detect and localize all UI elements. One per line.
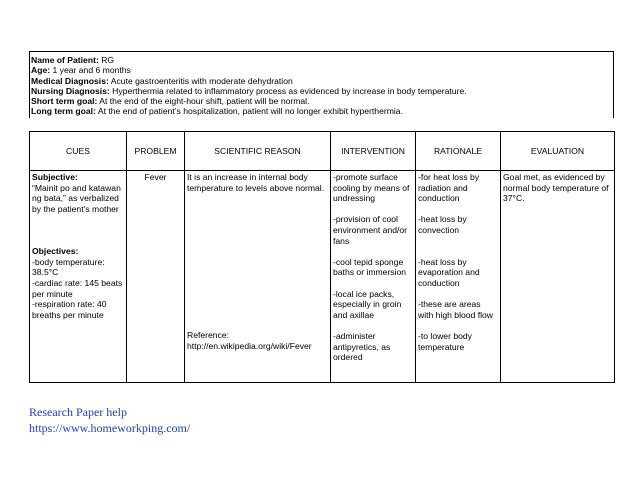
reference-label: Reference:	[187, 330, 230, 341]
problem-text: Fever	[144, 172, 167, 182]
objective-item: -respiration rate: 40 breaths per minute	[32, 299, 107, 320]
rationale-cell	[416, 171, 501, 383]
medical-diagnosis-row	[30, 76, 613, 86]
footer-links	[29, 405, 190, 436]
problem-cell	[127, 171, 185, 383]
medical-diagnosis-label: Medical Diagnosis:	[31, 75, 109, 86]
patient-info-box	[29, 51, 614, 118]
objective-label: Objectives:	[32, 246, 79, 257]
intervention-item: -local ice packs, especially in groin and axillae	[333, 288, 402, 320]
patient-age-row	[30, 65, 613, 75]
objective-item: -body temperature: 38.5°C	[32, 256, 105, 278]
homeworkping-url-link[interactable]: https://www.homeworkping.com/	[29, 420, 191, 435]
nursing-care-plan-table	[29, 131, 615, 383]
intervention-item: -cool tepid sponge baths or immersion	[333, 256, 407, 278]
scientific-reason-text: It is an increase in internal body temperature to levels above normal.	[187, 172, 325, 193]
intervention-item: -promote surface cooling by means of undressing	[333, 172, 410, 204]
header-scientific-reason: SCIENTIFIC REASON	[185, 132, 331, 171]
long-term-goal-label: Long term goal:	[31, 106, 96, 117]
subjective-text: “Mainit po and katawan ng bata,” as verbalized by the patient’s mother	[32, 182, 121, 214]
evaluation-cell	[501, 171, 615, 383]
patient-name-label: Name of Patient:	[31, 55, 99, 65]
medical-diagnosis-value: Acute gastroenteritis with moderate dehydration	[108, 75, 293, 86]
evaluation-text: Goal met, as evidenced by normal body temperature of 37°C.	[503, 172, 609, 204]
table-row	[30, 171, 615, 383]
nursing-diagnosis-row	[30, 86, 613, 96]
scientific-reason-cell	[185, 171, 331, 383]
research-paper-help-link[interactable]: Research Paper help	[29, 405, 127, 419]
intervention-item: -administer antipyretics, as ordered	[333, 330, 391, 363]
table-header-row	[30, 132, 615, 171]
header-evaluation: EVALUATION	[501, 132, 615, 171]
rationale-item: -these are areas with high blood flow	[418, 299, 494, 320]
reference-url: http://en.wikipedia.org/wiki/Fever	[187, 340, 312, 351]
objective-item: -cardiac rate: 145 beats per minute	[32, 277, 123, 299]
intervention-cell	[331, 171, 416, 383]
intervention-item: -provision of cool environment and/or fans	[333, 214, 408, 246]
nursing-diagnosis-label: Nursing Diagnosis:	[31, 85, 110, 96]
patient-name-value: RG	[98, 55, 115, 65]
header-problem: PROBLEM	[127, 132, 185, 171]
patient-age-value: 1 year and 6 months	[50, 65, 131, 76]
header-cues: CUES	[30, 132, 127, 171]
rationale-item: -heat loss by convection	[418, 214, 467, 235]
header-rationale: RATIONALE	[416, 132, 501, 171]
short-term-goal-value: At the end of the eight-hour shift, patient will be normal.	[97, 96, 310, 107]
rationale-item: -for heat loss by radiation and conduction	[418, 172, 480, 204]
header-intervention: INTERVENTION	[331, 132, 416, 171]
rationale-item: -to lower body temperature	[418, 330, 472, 352]
short-term-goal-row	[30, 96, 613, 106]
long-term-goal-row	[30, 106, 613, 116]
subjective-label: Subjective:	[32, 172, 78, 182]
rationale-item: -heat loss by evaporation and conduction	[418, 256, 480, 288]
patient-age-label: Age:	[31, 65, 51, 76]
short-term-goal-label: Short term goal:	[31, 96, 98, 107]
cues-cell	[30, 171, 127, 383]
long-term-goal-value: At the end of patient’s hospitalization, patient will no longer exhibit hyperthermia.	[95, 106, 403, 117]
nursing-diagnosis-value: Hyperthermia related to inflammatory process as evidenced by increase in body temperature.	[109, 85, 467, 96]
patient-name-row	[30, 55, 613, 65]
